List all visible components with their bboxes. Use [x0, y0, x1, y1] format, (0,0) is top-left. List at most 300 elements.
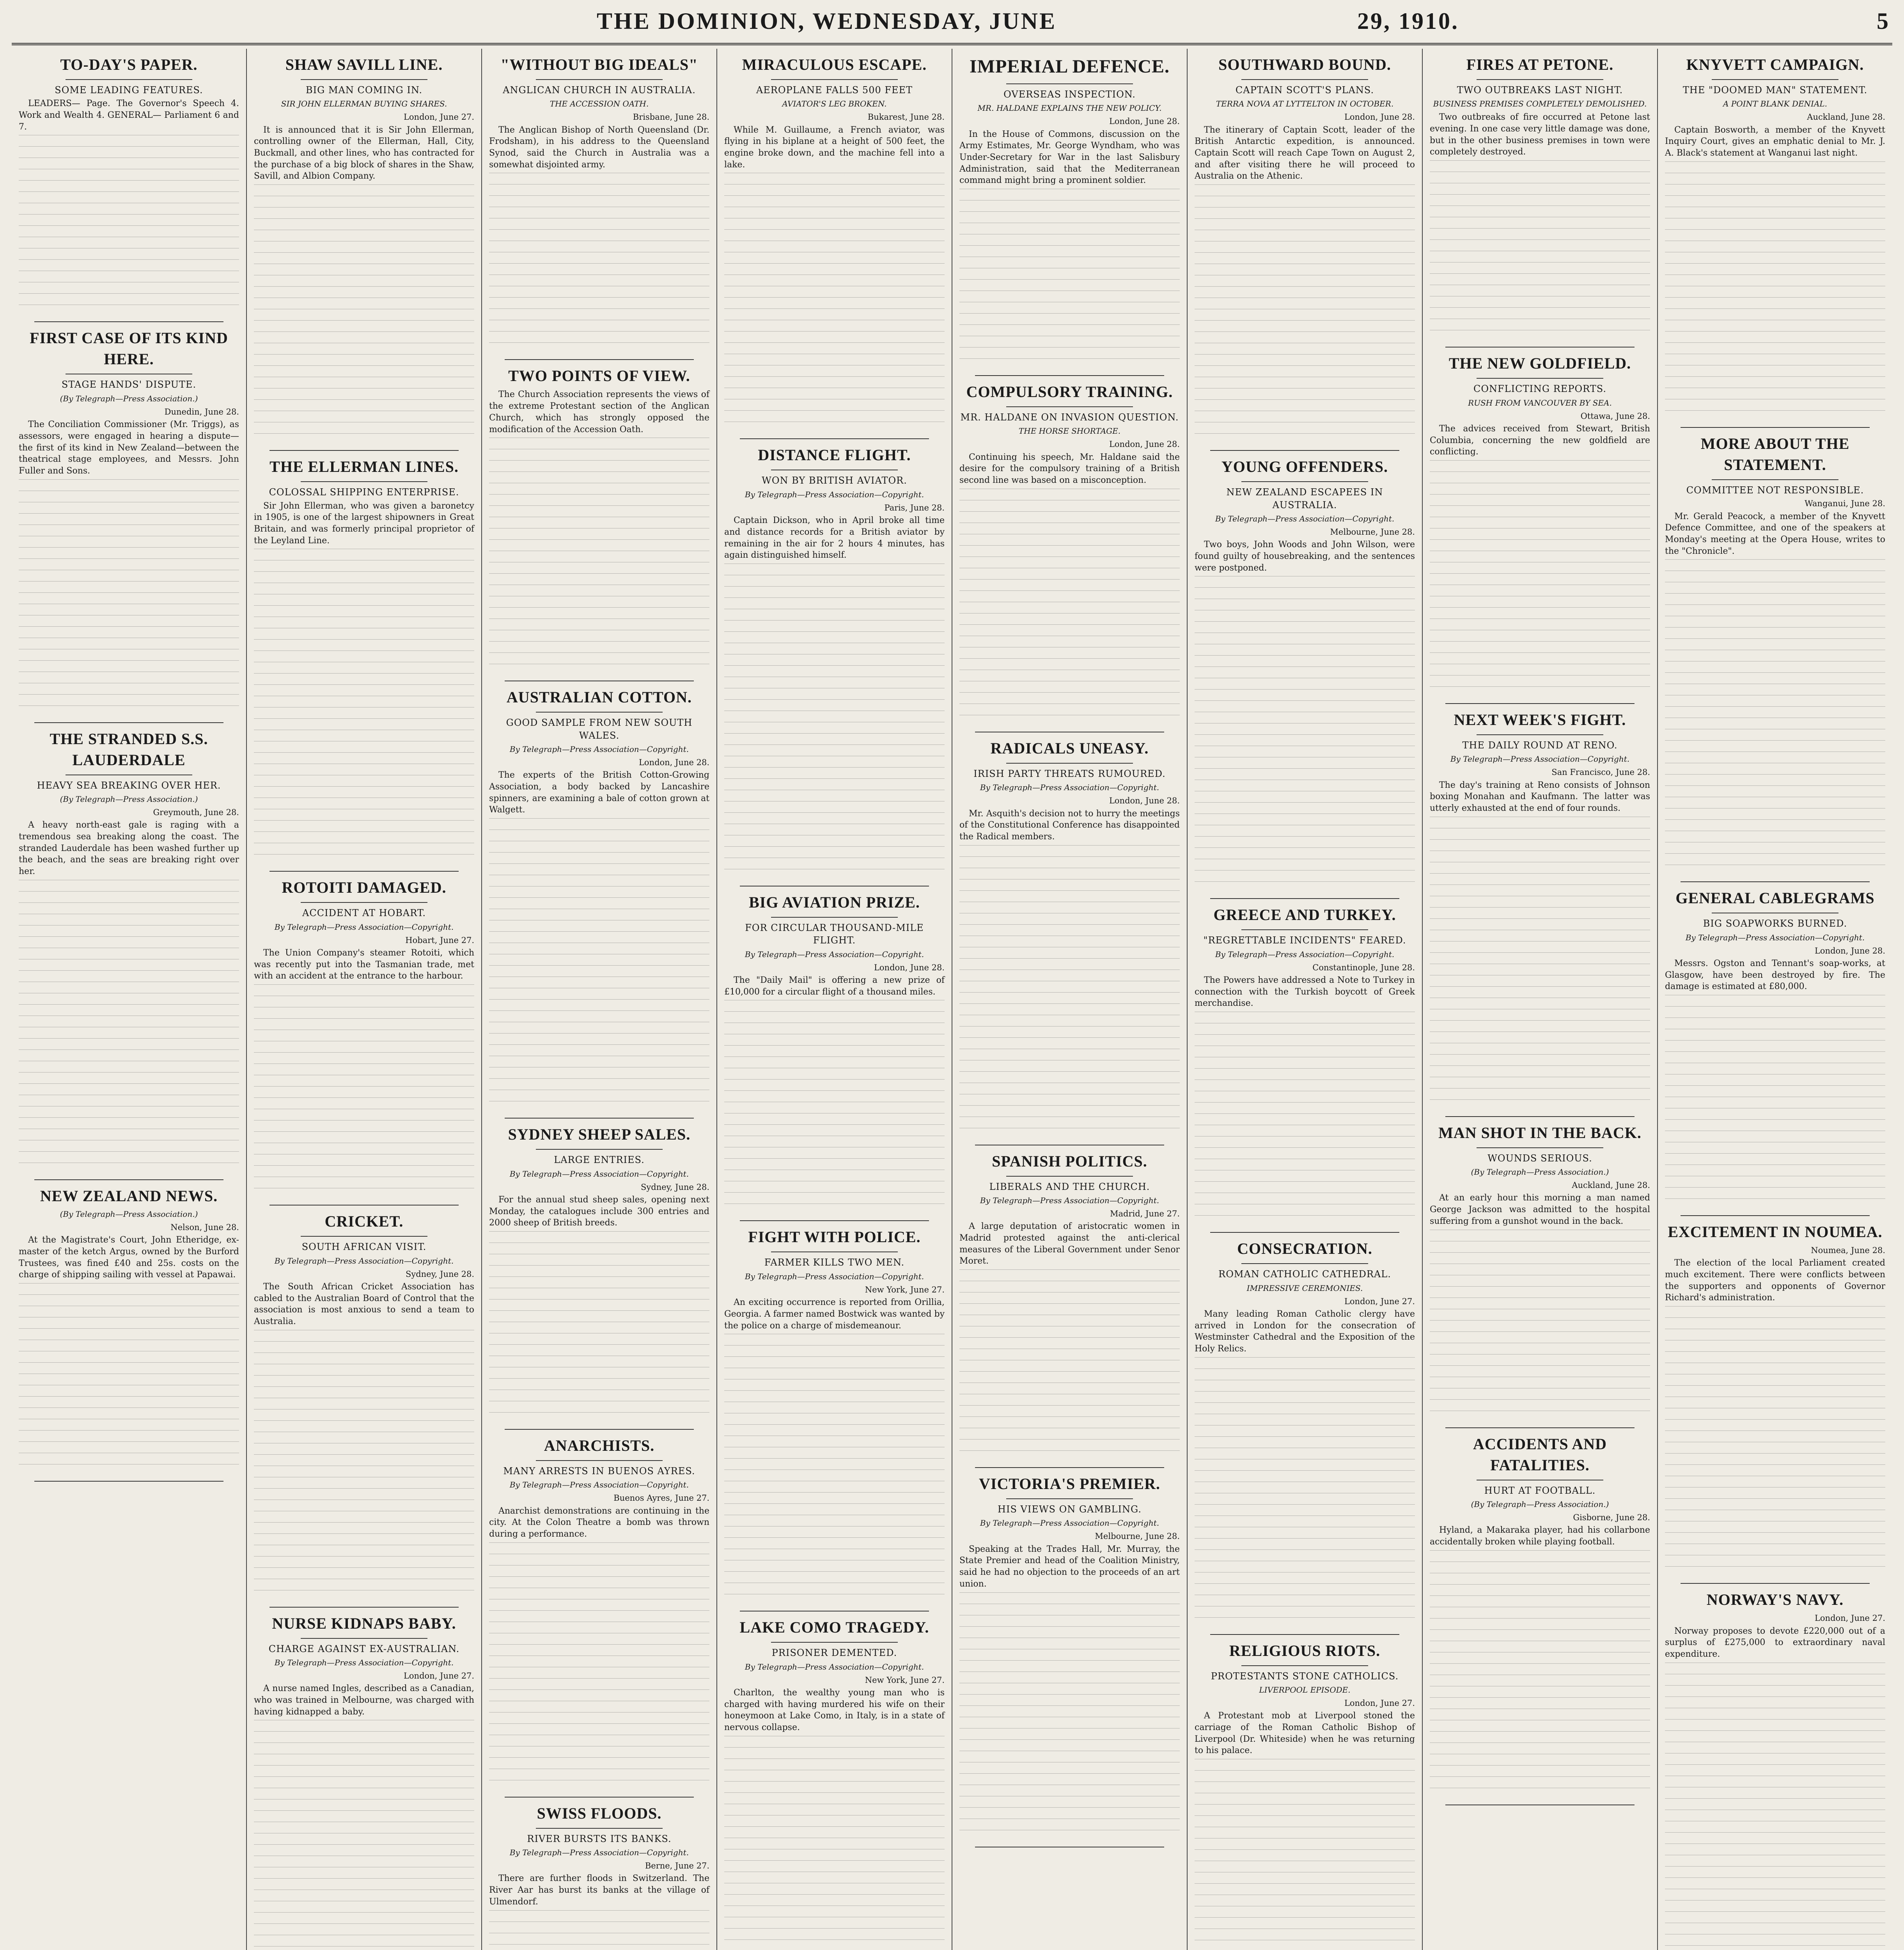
- article-headline: RELIGIOUS RIOTS.: [1229, 1642, 1381, 1659]
- article-dateline: Hobart, June 27.: [405, 935, 474, 945]
- article-headline: IMPERIAL DEFENCE.: [969, 56, 1170, 77]
- article-headline: ROTOITI DAMAGED.: [282, 879, 447, 897]
- article-wire-credit: (By Telegraph—Press Association.): [1471, 1499, 1609, 1509]
- article-headline: MAN SHOT IN THE BACK.: [1438, 1124, 1642, 1142]
- article-body: Mr. Asquith's decision not to hurry the meetings of the Constitutional Conference has disappointed the Radical members.: [959, 808, 1180, 842]
- article: [489, 687, 709, 1119]
- article-body: A Protestant mob at Liverpool stoned the carriage of the Roman Catholic Bishop of Liverpool (Dr. Whiteside) when he was returning to his palace.: [1195, 1711, 1415, 1756]
- article-wire-credit: By Telegraph—Press Association—Copyright.: [274, 922, 454, 932]
- article-end-rule: [975, 375, 1164, 376]
- article-body: In the House of Commons, discussion on the Army Estimates, Mr. George Wyndham, who was Under-Secretary for War in the last Salisbury Administration, said that the Mediterranean command might bring a prominent soldier.: [959, 129, 1180, 186]
- article-wire-credit: SIR JOHN ELLERMAN BUYING SHARES.: [281, 99, 447, 109]
- article-wire-credit: By Telegraph—Press Association—Copyright.: [980, 1518, 1159, 1528]
- article-subhead: PROTESTANTS STONE CATHOLICS.: [1211, 1670, 1399, 1682]
- article-headline: FIRST CASE OF ITS KIND HERE.: [30, 329, 228, 368]
- article-text-block: [254, 984, 474, 1199]
- article-subhead: BIG MAN COMING IN.: [306, 85, 422, 96]
- article-headline: TWO POINTS OF VIEW.: [508, 367, 690, 385]
- article-dateline: London, June 27.: [1814, 1613, 1885, 1623]
- article-body: Messrs. Ogston and Tennant's soap-works, at Glasgow, have been destroyed by fire. The damage is estimated at £80,000.: [1665, 959, 1885, 992]
- article-end-rule: [975, 1467, 1164, 1468]
- article-headline: NEW ZEALAND NEWS.: [40, 1187, 218, 1205]
- article-headline: "WITHOUT BIG IDEALS": [500, 56, 698, 73]
- article-text-block: [959, 189, 1180, 370]
- article-wire-credit: By Telegraph—Press Association—Copyright.: [274, 1256, 454, 1266]
- divider: [1241, 1263, 1368, 1264]
- article-headline: AUSTRALIAN COTTON.: [506, 688, 692, 706]
- article-text-block: [254, 1330, 474, 1601]
- article-body: A large deputation of aristocratic women in Madrid protested against the anti-clerical measures of the Liberal Government under Senor Moret.: [959, 1221, 1180, 1266]
- article-text-block: [19, 479, 239, 717]
- article-dateline: London, June 28.: [874, 963, 945, 972]
- article-dateline: Ottawa, June 28.: [1580, 411, 1650, 421]
- article: [254, 54, 474, 451]
- divider: [536, 1149, 663, 1150]
- article-body: Captain Bosworth, a member of the Knyvett Inquiry Court, gives an emphatic denial to Mr. J. A. Black's statement at Wanganui last night.: [1665, 125, 1885, 158]
- article-headline: THE STRANDED S.S. LAUDERDALE: [50, 730, 208, 769]
- article-text-block: [19, 1283, 239, 1475]
- article-text-block: [1195, 1357, 1415, 1629]
- article-end-rule: [1445, 703, 1635, 704]
- divider: [301, 1638, 427, 1639]
- column-7: [1423, 49, 1658, 1950]
- article-end-rule: [1210, 1634, 1399, 1635]
- article-text-block: [1665, 995, 1885, 1210]
- article-end-rule: [34, 722, 223, 723]
- article-text-block: [489, 1542, 709, 1791]
- article-wire-credit: By Telegraph—Press Association—Copyright.: [509, 1848, 689, 1858]
- article-end-rule: [740, 1220, 929, 1221]
- article-text-block: [1430, 817, 1650, 1111]
- article: [724, 1617, 945, 1950]
- article-text-block: [489, 1910, 709, 1950]
- article-end-rule: [505, 359, 694, 360]
- divider: [536, 712, 663, 713]
- article-subhead: FOR CIRCULAR THOUSAND-MILE FLIGHT.: [745, 922, 924, 946]
- article-dateline: Sydney, June 28.: [405, 1269, 474, 1279]
- article-text-block: [1665, 161, 1885, 422]
- divider: [1241, 79, 1368, 80]
- article-headline: SWISS FLOODS.: [537, 1804, 662, 1822]
- divider: [1241, 481, 1368, 482]
- article-wire-credit: LIVERPOOL EPISODE.: [1259, 1685, 1351, 1695]
- article-end-rule: [1681, 881, 1870, 882]
- article-body: The Anglican Bishop of North Queensland (Dr. Frodsham), in his address to the Queensland Synod, said the Church in Australia was a somewhat disjointed army.: [489, 125, 709, 170]
- divider: [536, 1460, 663, 1461]
- article: [489, 1803, 709, 1950]
- article-wire-credit: By Telegraph—Press Association—Copyright.: [509, 745, 689, 754]
- divider: [301, 481, 427, 482]
- article: [254, 877, 474, 1205]
- article-end-rule: [1681, 1583, 1870, 1584]
- article: [254, 1613, 474, 1950]
- article-body: Mr. Gerald Peacock, a member of the Knyvett Defence Committee, and one of the speakers at Monday's meeting at the Opera House, writes to the "Chronicle".: [1665, 511, 1885, 556]
- article-headline: YOUNG OFFENDERS.: [1221, 458, 1388, 476]
- article-body: There are further floods in Switzerland. The River Aar has burst its banks at the village of Ulmendorf.: [489, 1874, 709, 1907]
- article-headline: MIRACULOUS ESCAPE.: [742, 56, 927, 73]
- article-wire-credit: By Telegraph—Press Association—Copyright.: [1215, 949, 1395, 959]
- article-wire-credit: TERRA NOVA AT LYTTELTON IN OCTOBER.: [1216, 99, 1394, 109]
- article-headline: EXCITEMENT IN NOUMEA.: [1668, 1223, 1883, 1241]
- article-subhead: HEAVY SEA BREAKING OVER HER.: [37, 780, 221, 791]
- article-dateline: London, June 28.: [1109, 440, 1180, 449]
- article-wire-credit: BUSINESS PREMISES COMPLETELY DEMOLISHED.: [1433, 99, 1647, 109]
- divider: [1712, 79, 1838, 80]
- article-subhead: OVERSEAS INSPECTION.: [1003, 89, 1136, 100]
- article: [254, 1211, 474, 1607]
- article-dateline: London, June 27.: [403, 1671, 474, 1681]
- article-dateline: Paris, June 28.: [884, 503, 945, 512]
- article-wire-credit: By Telegraph—Press Association—Copyright.: [745, 1271, 924, 1281]
- article-body: The advices received from Stewart, British Columbia, concerning the new goldfield are conflicting.: [1430, 424, 1650, 457]
- divider: [1006, 406, 1133, 407]
- article-dateline: Auckland, June 28.: [1572, 1181, 1650, 1190]
- article-subhead: MR. HALDANE ON INVASION QUESTION.: [960, 411, 1179, 423]
- article-subhead: FARMER KILLS TWO MEN.: [764, 1257, 905, 1268]
- article-subhead: LARGE ENTRIES.: [554, 1154, 645, 1166]
- article-subhead: "REGRETTABLE INCIDENTS" FEARED.: [1203, 935, 1406, 946]
- article: [724, 1227, 945, 1611]
- article-end-rule: [34, 321, 223, 322]
- article-text-block: [1195, 576, 1415, 893]
- article-subhead: COMMITTEE NOT RESPONSIBLE.: [1686, 484, 1864, 496]
- article-wire-credit: By Telegraph—Press Association—Copyright.: [509, 1169, 689, 1179]
- article: [1665, 433, 1885, 882]
- article-headline: SOUTHWARD BOUND.: [1218, 56, 1391, 73]
- divider: [1241, 929, 1368, 930]
- article-text-block: [489, 818, 709, 1112]
- article: [724, 445, 945, 886]
- article-body: Charlton, the wealthy young man who is charged with having murdered his wife on their honeymoon at Lake Como, in Italy, is in a state of nervous collapse.: [724, 1688, 945, 1733]
- masthead-date: 29, 1910.: [1357, 8, 1459, 34]
- article-text-block: [489, 1231, 709, 1424]
- article-end-rule: [740, 438, 929, 439]
- article-dateline: Buenos Ayres, June 27.: [613, 1493, 709, 1503]
- article-body: A nurse named Ingles, described as a Canadian, who was trained in Melbourne, was charged with having kidnapped a baby.: [254, 1684, 474, 1717]
- article-body: Anarchist demonstrations are continuing in the city. At the Colon Theatre a bomb was thrown during a performance.: [489, 1506, 709, 1539]
- article-subhead: SOME LEADING FEATURES.: [55, 85, 203, 96]
- article-headline: NORWAY'S NAVY.: [1706, 1591, 1844, 1609]
- article-subhead: PRISONER DEMENTED.: [771, 1647, 897, 1659]
- divider: [301, 902, 427, 903]
- article-dateline: Auckland, June 28.: [1807, 112, 1885, 122]
- divider: [1477, 734, 1603, 735]
- article-body: At an early hour this morning a man named George Jackson was admitted to the hospital suffering from a gunshot wound in the back.: [1430, 1193, 1650, 1226]
- divider: [1477, 79, 1603, 80]
- article: [19, 1186, 239, 1482]
- article-subhead: WON BY BRITISH AVIATOR.: [762, 475, 907, 486]
- article-body: Continuing his speech, Mr. Haldane said the desire for the compulsory training of a British second line was based on a misconception.: [959, 452, 1180, 486]
- article-dateline: London, June 27.: [403, 112, 474, 122]
- article-text-block: [959, 1269, 1180, 1462]
- article-body: The Powers have addressed a Note to Turkey in connection with the Turkish boycott of Greek merchandise.: [1195, 975, 1415, 1009]
- article-headline: ACCIDENTS AND FATALITIES.: [1473, 1435, 1607, 1474]
- article-text-block: [1195, 1012, 1415, 1227]
- divider: [66, 79, 192, 80]
- page-number: 5: [1877, 8, 1888, 34]
- article-body: The election of the local Parliament created much excitement. There were conflicts between the supporters and opponents of Governor Richard's administration.: [1665, 1258, 1885, 1303]
- article-headline: RADICALS UNEASY.: [990, 739, 1149, 757]
- article-wire-credit: THE ACCESSION OATH.: [550, 99, 649, 109]
- article-subhead: CHARGE AGAINST EX-AUSTRALIAN.: [268, 1643, 460, 1654]
- article: [959, 54, 1180, 376]
- article-text-block: [724, 1334, 945, 1605]
- article-body: An exciting occurrence is reported from Orillia, Georgia. A farmer named Bostwick was wanted by the police on a charge of misdemeanour.: [724, 1298, 945, 1331]
- article-end-rule: [269, 450, 459, 451]
- article-wire-credit: By Telegraph—Press Association—Copyright.: [1450, 754, 1630, 764]
- masthead: [12, 8, 1892, 45]
- article-text-block: [254, 184, 474, 445]
- article: [959, 1473, 1180, 1847]
- article-subhead: HIS VIEWS ON GAMBLING.: [998, 1504, 1142, 1515]
- article-wire-credit: (By Telegraph—Press Association.): [1471, 1167, 1609, 1177]
- article-text-block: [959, 1592, 1180, 1841]
- article-headline: VICTORIA'S PREMIER.: [979, 1475, 1160, 1493]
- article-subhead: AEROPLANE FALLS 500 FEET: [756, 85, 913, 96]
- article-wire-credit: By Telegraph—Press Association—Copyright.: [1685, 932, 1865, 942]
- article-wire-credit: (By Telegraph—Press Association.): [60, 394, 198, 403]
- article-body: Speaking at the Trades Hall, Mr. Murray, the State Premier and head of the Coalition Ministry, said he had no objection to the proceeds of an art union.: [959, 1544, 1180, 1589]
- article-body: The Church Association represents the views of the extreme Protestant section of the Anglican Church, which has strongly opposed the modification of the Accession Oath.: [489, 390, 709, 434]
- article-body: Norway proposes to devote £220,000 out of a surplus of £275,000 to extraordinary naval expenditure.: [1665, 1626, 1885, 1659]
- divider: [771, 79, 898, 80]
- article-subhead: ROMAN CATHOLIC CATHEDRAL.: [1218, 1269, 1391, 1280]
- article-headline: THE ELLERMAN LINES.: [269, 458, 459, 476]
- article-dateline: San Francisco, June 28.: [1551, 768, 1650, 777]
- article-end-rule: [34, 1179, 223, 1180]
- article-wire-credit: By Telegraph—Press Association—Copyright.: [509, 1480, 689, 1490]
- article-wire-credit: RUSH FROM VANCOUVER BY SEA.: [1468, 398, 1612, 408]
- article: [1430, 709, 1650, 1117]
- article-text-block: [1195, 1759, 1415, 1950]
- article-subhead: RIVER BURSTS ITS BANKS.: [527, 1833, 672, 1844]
- article-body: The day's training at Reno consists of Johnson boxing Monahan and Kaufmann. The latter was utterly exhausted at the end of four rounds.: [1430, 780, 1650, 814]
- article: [1430, 1122, 1650, 1428]
- article-subhead: BIG SOAPWORKS BURNED.: [1703, 918, 1847, 929]
- article-text-block: [254, 549, 474, 865]
- article-dateline: New York, June 27.: [865, 1285, 945, 1294]
- article: [1195, 456, 1415, 899]
- article: [254, 456, 474, 872]
- article-text-block: [1665, 559, 1885, 876]
- article-dateline: New York, June 27.: [865, 1675, 945, 1685]
- article-body: Two boys, John Woods and John Wilson, were found guilty of housebreaking, and the sentences were postponed.: [1195, 540, 1415, 573]
- article-wire-credit: By Telegraph—Press Association—Copyright.: [980, 783, 1159, 792]
- article-body: For the annual stud sheep sales, opening next Monday, the catalogues include 300 entries and 2000 sheep of British breeds.: [489, 1195, 709, 1228]
- article-text-block: [1195, 184, 1415, 445]
- article-headline: ANARCHISTS.: [544, 1436, 655, 1454]
- article-headline: MORE ABOUT THE STATEMENT.: [1700, 434, 1850, 473]
- article-end-rule: [505, 1797, 694, 1798]
- article-text-block: [1430, 160, 1650, 341]
- article-text-block: [1665, 1306, 1885, 1578]
- article-text-block: [19, 135, 239, 316]
- article-wire-credit: By Telegraph—Press Association—Copyright.: [745, 949, 924, 959]
- article-text-block: [1430, 1230, 1650, 1422]
- article-text-block: [959, 489, 1180, 726]
- article-headline: DISTANCE FLIGHT.: [758, 446, 911, 464]
- article-text-block: [959, 845, 1180, 1139]
- article-text-block: [489, 173, 709, 354]
- article-body: The Union Company's steamer Rotoiti, which was recently put into the Tasmanian trade, met with an accident at the entrance to the harbour.: [254, 948, 474, 981]
- article-wire-credit: AVIATOR'S LEG BROKEN.: [782, 99, 887, 109]
- article: [19, 328, 239, 723]
- article-subhead: ACCIDENT AT HOBART.: [302, 908, 426, 919]
- article-subhead: THE "DOOMED MAN" STATEMENT.: [1682, 85, 1868, 96]
- article-body: Captain Dickson, who in April broke all time and distance records for a British aviator by remaining in the air for 2 hours 4 minutes, has again distinguished himself.: [724, 516, 945, 560]
- article-end-rule: [1445, 1116, 1635, 1117]
- article-body: While M. Guillaume, a French aviator, was flying in his biplane at a height of 500 feet, the engine broke down, and the machine fell into a lake.: [724, 125, 945, 170]
- article-wire-credit: By Telegraph—Press Association—Copyright.: [745, 489, 924, 499]
- divider: [301, 1236, 427, 1237]
- article-headline: COMPULSORY TRAINING.: [966, 383, 1173, 401]
- divider: [1006, 83, 1133, 84]
- article-dateline: Madrid, June 27.: [1110, 1209, 1180, 1218]
- article: [1430, 54, 1650, 347]
- masthead-title: THE DOMINION, WEDNESDAY, JUNE: [597, 8, 1057, 34]
- article-end-rule: [34, 1481, 223, 1482]
- article: [1430, 1434, 1650, 1805]
- article-end-rule: [269, 871, 459, 872]
- article-subhead: IRISH PARTY THREATS RUMOURED.: [973, 768, 1166, 779]
- article: [724, 54, 945, 439]
- article-dateline: London, June 28.: [638, 758, 709, 768]
- column-2: [247, 49, 482, 1950]
- divider: [536, 1828, 663, 1829]
- article-body: The South African Cricket Association has cabled to the Australian Board of Control that the association is most anxious to send a team to Australia.: [254, 1282, 474, 1326]
- article-headline: TO-DAY'S PAPER.: [60, 56, 198, 73]
- article-dateline: Berne, June 27.: [645, 1861, 709, 1871]
- article-headline: FIRES AT PETONE.: [1466, 56, 1614, 73]
- article-wire-credit: IMPRESSIVE CEREMONIES.: [1246, 1283, 1363, 1293]
- article: [1195, 1238, 1415, 1634]
- divider: [536, 79, 663, 80]
- article-headline: NURSE KIDNAPS BABY.: [272, 1614, 456, 1632]
- article-subhead: THE DAILY ROUND AT RENO.: [1462, 739, 1618, 751]
- article: [489, 1435, 709, 1798]
- article-body: Many leading Roman Catholic clergy have arrived in London for the consecration of Westminster Cathedral and the Exposition of the Holy Relics.: [1195, 1309, 1415, 1354]
- divider: [1006, 763, 1133, 764]
- article-dateline: Greymouth, June 28.: [153, 808, 239, 817]
- article-headline: SPANISH POLITICS.: [992, 1152, 1147, 1170]
- divider: [1006, 1498, 1133, 1499]
- article: [489, 1124, 709, 1430]
- article: [959, 1151, 1180, 1468]
- column-1: [12, 49, 247, 1950]
- article-dateline: London, June 28.: [1814, 946, 1885, 956]
- column-6: [1188, 49, 1423, 1950]
- article-body: The "Daily Mail" is offering a new prize of £10,000 for a circular flight of a thousand miles.: [724, 975, 945, 997]
- article-text-block: [724, 1000, 945, 1215]
- article-subhead: GOOD SAMPLE FROM NEW SOUTH WALES.: [506, 717, 693, 741]
- article-wire-credit: By Telegraph—Press Association—Copyright.: [1215, 514, 1395, 523]
- article: [959, 381, 1180, 732]
- article-dateline: Bukarest, June 28.: [867, 112, 945, 122]
- article-headline: NEXT WEEK'S FIGHT.: [1454, 711, 1626, 729]
- article-end-rule: [505, 1429, 694, 1430]
- article-wire-credit: By Telegraph—Press Association—Copyright.: [745, 1662, 924, 1672]
- divider: [1241, 1665, 1368, 1666]
- article-subhead: NEW ZEALAND ESCAPEES IN AUSTRALIA.: [1226, 487, 1383, 511]
- divider: [1712, 479, 1838, 480]
- article-subhead: MANY ARRESTS IN BUENOS AYRES.: [503, 1465, 695, 1477]
- column-8: [1658, 49, 1892, 1950]
- article-body: LEADERS— Page. The Governor's Speech 4. Work and Wealth 4. GENERAL— Parliament 6 and 7.: [19, 99, 239, 132]
- article-subhead: HURT AT FOOTBALL.: [1484, 1485, 1596, 1496]
- article-text-block: [724, 564, 945, 880]
- article-dateline: Noumea, June 28.: [1811, 1246, 1885, 1255]
- article-subhead: CONFLICTING REPORTS.: [1473, 383, 1607, 395]
- article-wire-credit: By Telegraph—Press Association—Copyright.: [980, 1195, 1159, 1205]
- article: [19, 54, 239, 322]
- article-subhead: STAGE HANDS' DISPUTE.: [61, 379, 197, 390]
- article-headline: SHAW SAVILL LINE.: [285, 56, 443, 73]
- article-dateline: London, June 28.: [1344, 112, 1415, 122]
- article-body: A heavy north-east gale is raging with a tremendous sea breaking along the coast. The stranded Lauderdale has been washed further up the beach, and the seas are breaking right over her.: [19, 820, 239, 877]
- article-text-block: [724, 173, 945, 433]
- article-headline: GREECE AND TURKEY.: [1213, 906, 1396, 924]
- article-wire-credit: THE HORSE SHORTAGE.: [1018, 426, 1121, 436]
- article: [19, 729, 239, 1180]
- article-body: Hyland, a Makaraka player, had his collarbone accidentally broken while playing football.: [1430, 1525, 1650, 1547]
- article-text-block: [254, 1720, 474, 1950]
- article-body: Two outbreaks of fire occurred at Petone last evening. In one case very little damage was done, but in the other business premises in town were completely destroyed.: [1430, 112, 1650, 157]
- article-dateline: Wanganui, June 28.: [1805, 499, 1885, 509]
- article-wire-credit: (By Telegraph—Press Association.): [60, 794, 198, 804]
- article-end-rule: [1210, 450, 1399, 451]
- article-text-block: [489, 438, 709, 675]
- divider: [301, 79, 427, 80]
- article-text-block: [19, 880, 239, 1174]
- article-dateline: London, June 28.: [1109, 117, 1180, 126]
- article-headline: LAKE COMO TRAGEDY.: [739, 1618, 929, 1636]
- article: [1195, 1640, 1415, 1950]
- article-dateline: London, June 27.: [1344, 1296, 1415, 1306]
- divider: [1477, 378, 1603, 379]
- article-dateline: Melbourne, June 28.: [1330, 527, 1415, 537]
- article: [1665, 1221, 1885, 1584]
- article: [1195, 54, 1415, 451]
- article-dateline: Dunedin, June 28.: [164, 407, 239, 417]
- column-3: [482, 49, 717, 1950]
- article-end-rule: [1681, 1215, 1870, 1216]
- article-headline: CRICKET.: [324, 1213, 404, 1230]
- divider: [771, 1642, 898, 1643]
- divider: [1477, 1147, 1603, 1148]
- column-4: [717, 49, 952, 1950]
- article: [1665, 1589, 1885, 1950]
- article-headline: KNYVETT CAMPAIGN.: [1686, 56, 1864, 73]
- article-text-block: [1430, 1550, 1650, 1799]
- article-wire-credit: (By Telegraph—Press Association.): [60, 1209, 198, 1219]
- article-subhead: SOUTH AFRICAN VISIT.: [301, 1241, 427, 1253]
- article-headline: FIGHT WITH POLICE.: [748, 1228, 921, 1246]
- article-headline: GENERAL CABLEGRAMS: [1675, 889, 1875, 907]
- article-subhead: LIBERALS AND THE CHURCH.: [989, 1181, 1150, 1192]
- article-subhead: WOUNDS SERIOUS.: [1487, 1152, 1592, 1164]
- article-dateline: Nelson, June 28.: [170, 1222, 239, 1232]
- article-body: It is announced that it is Sir John Ellerman, controlling owner of the Ellerman, Hall, City, Buckmall, and other lines, who has contracted for the purchase of a big block of shares in the Shaw, Savill, and Albion Company.: [254, 125, 474, 181]
- article-text-block: [1665, 1663, 1885, 1950]
- article: [724, 892, 945, 1221]
- article-dateline: London, June 28.: [1109, 796, 1180, 806]
- article-headline: THE NEW GOLDFIELD.: [1448, 355, 1631, 372]
- article-wire-credit: A POINT BLANK DENIAL.: [1723, 99, 1828, 109]
- article: [1665, 888, 1885, 1216]
- article-text-block: [724, 1736, 945, 1950]
- article-dateline: London, June 27.: [1344, 1698, 1415, 1708]
- article-subhead: COLOSSAL SHIPPING ENTERPRISE.: [269, 487, 459, 498]
